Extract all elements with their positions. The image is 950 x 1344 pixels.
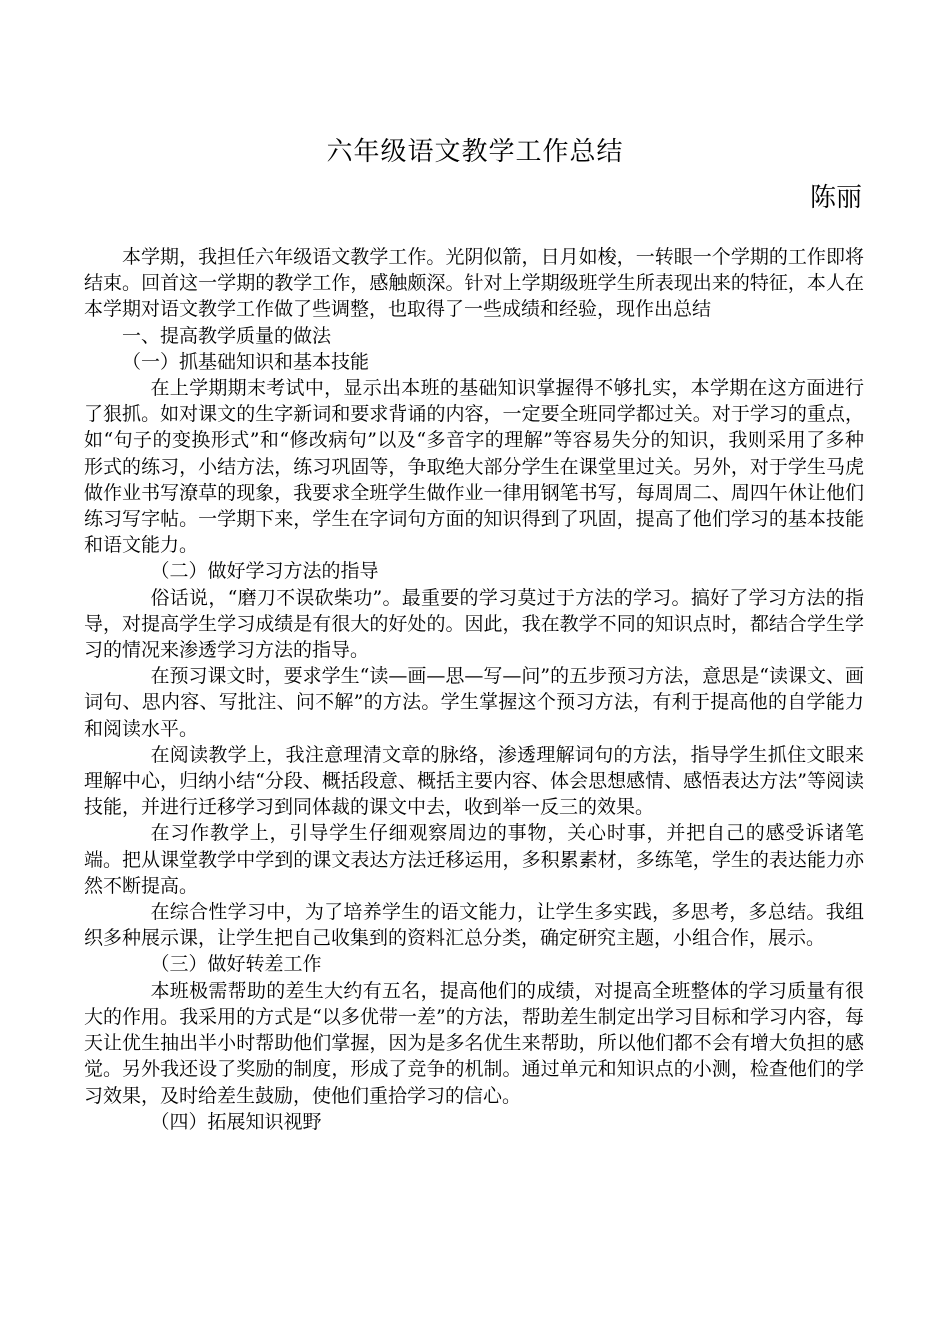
- subsection-heading-2: （二）做好学习方法的指导: [150, 560, 379, 583]
- subsection-heading-4: （四）拓展知识视野: [150, 1110, 322, 1133]
- paragraph-preview: 在预习课文时，要求学生“读—画—思—写—问”的五步预习方法，意思是“读课文、画词句、思内容、写批注、问不解”的方法。学生掌握这个预习方法，有利于提高他的自学能力和阅读水平。: [84, 665, 864, 740]
- subsection-heading-3: （三）做好转差工作: [150, 953, 322, 976]
- subsection-heading-1: （一）抓基础知识和基本技能: [122, 350, 370, 373]
- paragraph-integrated: 在综合性学习中，为了培养学生的语文能力，让学生多实践，多思考，多总结。我组织多种展示课，让学生把自己收集到的资料汇总分类，确定研究主题，小组合作，展示。: [84, 901, 864, 950]
- intro-paragraph: 本学期，我担任六年级语文教学工作。光阴似箭，日月如梭，一转眼一个学期的工作即将结束。回首这一学期的教学工作，感触颇深。针对上学期级班学生所表现出来的特征，本人在本学期对语文教学工作做了些调整，也取得了一些成绩和经验，现作出总结: [84, 246, 864, 321]
- section-heading-1: 一、提高教学质量的做法: [122, 324, 332, 347]
- paragraph-method-intro: 俗话说，“磨刀不误砍柴功”。最重要的学习莫过于方法的学习。搞好了学习方法的指导，对提高学生学习成绩是有很大的好处的。因此，我在教学不同的知识点时，都结合学生学习的情况来渗透学习方法的指导。: [84, 586, 864, 662]
- paragraph-writing: 在习作教学上，引导学生仔细观察周边的事物，关心时事，并把自己的感受诉诸笔端。把从课堂教学中学到的课文表达方法迁移运用，多积累素材，多练笔，学生的表达能力亦然不断提高。: [84, 822, 864, 897]
- paragraph-reading: 在阅读教学上，我注意理清文章的脉络，渗透理解词句的方法，指导学生抓住文眼来理解中心，归纳小结“分段、概括段意、概括主要内容、体会思想感情、感悟表达方法”等阅读技能，并进行迁移学习到同体裁的课文中去，收到举一反三的效果。: [84, 743, 864, 819]
- paragraph-basics: 在上学期期末考试中，显示出本班的基础知识掌握得不够扎实，本学期在这方面进行了狠抓。如对课文的生字新词和要求背诵的内容，一定要全班同学都过关。对于学习的重点，如“句子的变换形式”和“修改病句”以及“多音字的理解”等容易失分的知识，我则采用了多种形式的练习，小结方法，练习巩固等，争取绝大部分学生在课堂里过关。另外，对于学生马虎做作业书写潦草的现象，我要求全班学生做作业一律用钢笔书写，每周周二、周四午休让他们练习写字帖。一学期下来，学生在字词句方面的知识得到了巩固，提高了他们学习的基本技能和语文能力。: [84, 377, 864, 557]
- document-title: 六年级语文教学工作总结: [326, 137, 624, 167]
- author-name: 陈丽: [809, 183, 862, 213]
- paragraph-weak-students: 本班极需帮助的差生大约有五名，提高他们的成绩，对提高全班整体的学习质量有很大的作用。我采用的方式是“以多优带一差”的方法，帮助差生制定出学习目标和学习内容，每天让优生抽出半小时帮助他们掌握，因为是多名优生来帮助，所以他们都不会有增大负担的感觉。另外我还设了奖励的制度，形成了竞争的机制。通过单元和知识点的小测，检查他们的学习效果，及时给差生鼓励，使他们重拾学习的信心。: [84, 979, 864, 1107]
- document-body: [84, 244, 864, 1135]
